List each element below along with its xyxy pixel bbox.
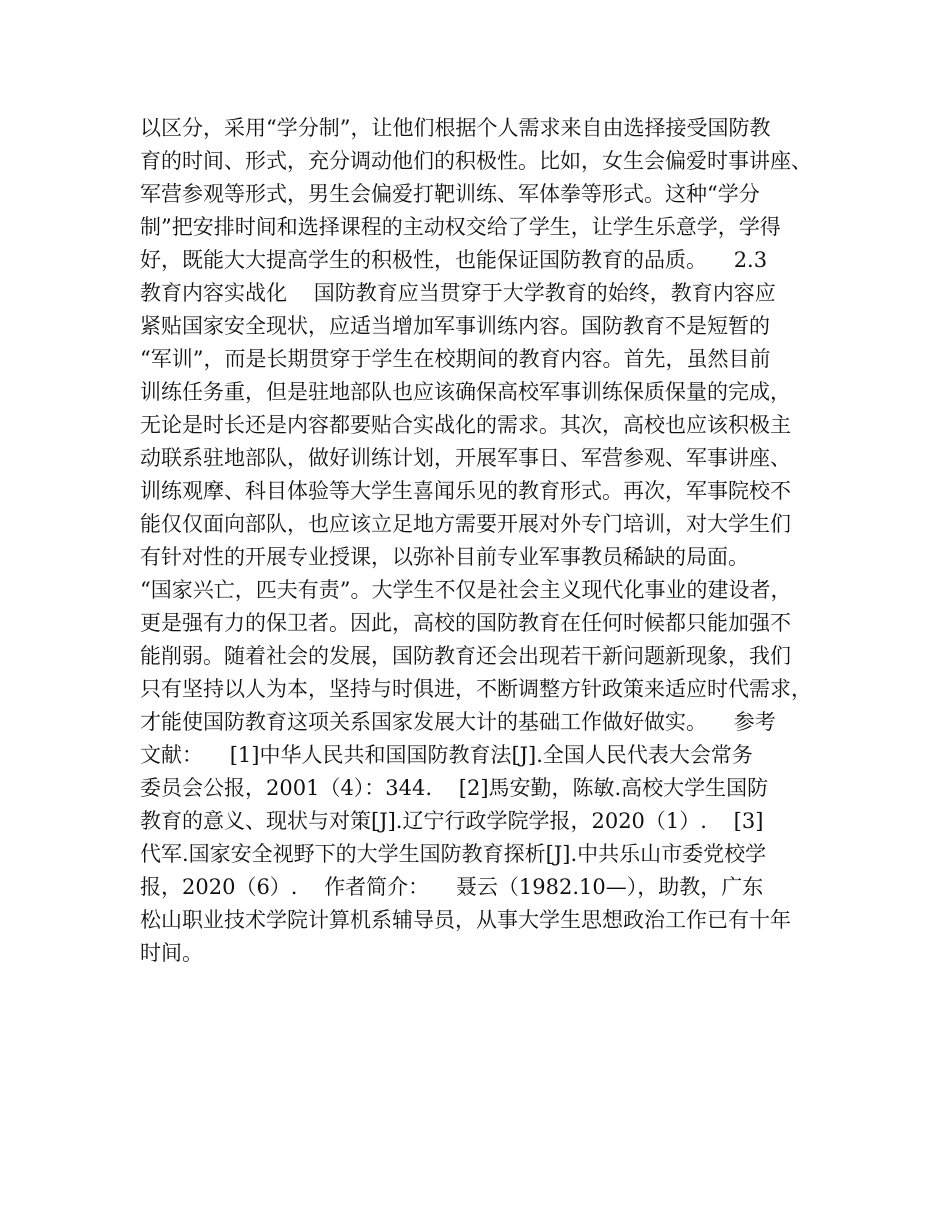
text-line: 有针对性的开展专业授课，以弥补目前专业军事教员稀缺的局面。 — [140, 545, 749, 569]
text-line: 只有坚持以人为本，坚持与时俱进，不断调整方针政策来适应时代需求， — [140, 677, 812, 701]
text-line: 无论是时长还是内容都要贴合实战化的需求。其次，高校也应该积极主 — [140, 413, 791, 437]
text-line: 训练观摩、科目体验等大学生喜闻乐见的教育形式。再次，军事院校不 — [140, 479, 791, 503]
text-line: 教育内容实战化 国防教育应当贯穿于大学教育的始终，教育内容应 — [140, 281, 776, 305]
text-line: 委员会公报，2001（4）：344. [2]馬安勤，陈敏.高校大学生国防 — [140, 776, 769, 800]
text-line: 报，2020（6）. 作者简介： 聂云（1982.10—），助教，广东 — [140, 875, 764, 899]
text-line: 以区分，采用“学分制”，让他们根据个人需求来自由选择接受国防教 — [140, 116, 771, 140]
text-line: 育的时间、形式，充分调动他们的积极性。比如，女生会偏爱时事讲座、 — [140, 149, 812, 173]
text-line: 教育的意义、现状与对策[J].辽宁行政学院学报，2020（1）. [3] — [140, 809, 764, 833]
text-line: “国家兴亡，匹夫有责”。大学生不仅是社会主义现代化事业的建设者， — [140, 578, 792, 602]
text-line: 能仅仅面向部队，也应该立足地方需要开展对外专门培训，对大学生们 — [140, 512, 791, 536]
body-text — [140, 112, 830, 970]
text-line: “军训”，而是长期贯穿于学生在校期间的教育内容。首先，虽然目前 — [140, 347, 771, 371]
text-line: 训练任务重，但是驻地部队也应该确保高校军事训练保质保量的完成， — [140, 380, 791, 404]
text-line: 时间。 — [140, 941, 203, 965]
text-line: 动联系驻地部队，做好训练计划，开展军事日、军营参观、军事讲座、 — [140, 446, 791, 470]
text-line: 才能使国防教育这项关系国家发展大计的基础工作做好做实。 参考 — [140, 710, 776, 734]
text-line: 松山职业技术学院计算机系辅导员，从事大学生思想政治工作已有十年 — [140, 908, 791, 932]
text-line: 紧贴国家安全现状，应适当增加军事训练内容。国防教育不是短暂的 — [140, 314, 770, 338]
text-line: 文献： [1]中华人民共和国国防教育法[J].全国人民代表大会常务 — [140, 743, 753, 767]
text-line: 军营参观等形式，男生会偏爱打靶训练、军体拳等形式。这种“学分 — [140, 182, 760, 206]
text-line: 更是强有力的保卫者。因此，高校的国防教育在任何时候都只能加强不 — [140, 611, 791, 635]
text-line: 能削弱。随着社会的发展，国防教育还会出现若干新问题新现象，我们 — [140, 644, 791, 668]
text-line: 好，既能大大提高学生的积极性，也能保证国防教育的品质。 2.3 — [140, 248, 768, 272]
text-line: 代军.国家安全视野下的大学生国防教育探析[J].中共乐山市委党校学 — [140, 842, 767, 866]
text-line: 制”把安排时间和选择课程的主动权交给了学生，让学生乐意学，学得 — [140, 215, 781, 239]
